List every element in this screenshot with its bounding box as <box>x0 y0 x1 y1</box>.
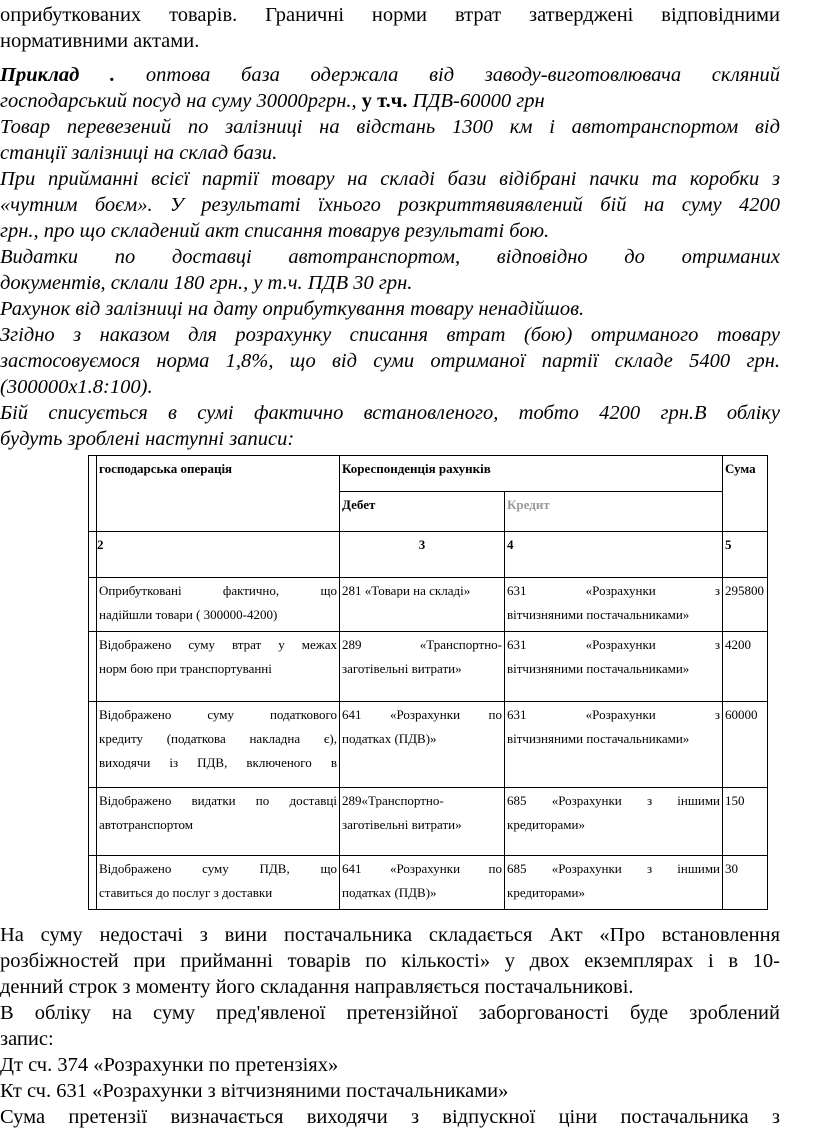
table-row <box>89 578 768 632</box>
text-span-bold: у т.ч. <box>361 90 408 112</box>
table-row <box>89 632 768 702</box>
cell-line: вітчизняними постачальниками» <box>507 661 690 676</box>
text-line: розбіжностей при прийманні товарів по кількості» у двох екземплярах і в 10- <box>0 950 780 972</box>
intro-paragraph <box>0 2 780 54</box>
cell-line: податках (ПДВ)» <box>342 731 437 746</box>
cell-line: ставиться до послуг з доставки <box>99 885 273 900</box>
operation-cell <box>97 578 340 632</box>
header-sum: Сума <box>723 456 768 532</box>
text-line: На суму недостачі з вини постачальника складається Акт «Про встановлення <box>0 924 780 946</box>
text-line: документів, склали 180 грн., у т.ч. ПДВ 30 грн. <box>0 272 413 294</box>
column-number-2: 2 <box>97 532 340 578</box>
cell-line: 631 «Розрахунки з <box>507 637 721 652</box>
column-number-3: 3 <box>340 532 505 578</box>
closing-paragraph <box>0 922 780 1130</box>
text-line: оприбуткованих товарів. Граничні норми втрат затверджені відповідними <box>0 4 780 26</box>
operation-cell <box>97 632 340 702</box>
cell-line: вітчизняними постачальниками» <box>507 731 690 746</box>
text-span: оптова база одержала від заводу-виготовлювача скляний <box>145 64 780 86</box>
cell-line: кредиту (податкова накладна є), <box>99 731 337 746</box>
text-line: (300000х1.8:100). <box>0 376 153 398</box>
operation-cell <box>97 788 340 856</box>
cell-line: Оприбутковані фактично, що <box>99 583 337 598</box>
text-line: Згідно з наказом для розрахунку списання втрат (бою) отриманого товару <box>0 324 780 346</box>
sum-cell: 4200 <box>723 632 768 702</box>
credit-cell <box>505 578 723 632</box>
cell-line: Відображено суму ПДВ, що <box>99 861 337 876</box>
spacer-cell <box>89 788 97 856</box>
text-line: денний строк з моменту його складання направляється постачальникові. <box>0 976 634 998</box>
sum-cell: 295800 <box>723 578 768 632</box>
spacer-cell <box>89 702 97 788</box>
header-credit: Кредит <box>505 492 723 532</box>
column-number-5: 5 <box>723 532 768 578</box>
cell-line: автотранспортом <box>99 817 194 832</box>
debit-cell <box>340 788 505 856</box>
header-correspondence: Кореспонденція рахунків <box>340 456 723 492</box>
cell-line: 289 «Транспортно- <box>342 637 502 652</box>
cell-line: заготівельні витрати» <box>342 661 462 676</box>
debit-cell <box>340 856 505 910</box>
table-row <box>89 702 768 788</box>
cell-line: 685 «Розрахунки з іншими <box>507 793 721 808</box>
text-line: Бій списується в сумі фактично встановленого, тобто 4200 грн.В обліку <box>0 402 780 424</box>
debit-cell <box>340 702 505 788</box>
text-line: Кт сч. 631 «Розрахунки з вітчизняними постачальниками» <box>0 1080 509 1102</box>
cell-line: 289«Транспортно- <box>342 793 444 808</box>
cell-line: кредиторами» <box>507 817 585 832</box>
spacer-cell <box>89 456 97 532</box>
example-line-2 <box>0 88 780 114</box>
text-line: Дт сч. 374 «Розрахунки по претензіях» <box>0 1054 339 1076</box>
credit-cell <box>505 788 723 856</box>
text-line: застосовуємося норма 1,8%, що від суми отриманої партії складе 5400 грн. <box>0 350 780 372</box>
text-line: Видатки по доставці автотранспортом, відповідно до отриманих <box>0 246 780 268</box>
debit-cell <box>340 632 505 702</box>
cell-line: надійшли товари ( 300000-4200) <box>99 607 278 622</box>
cell-line: 631 «Розрахунки з <box>507 583 721 598</box>
text-span: господарський посуд на суму 30000ргрн., <box>0 90 357 112</box>
spacer-cell <box>89 856 97 910</box>
table-header-row <box>89 456 768 492</box>
example-line-1 <box>0 62 780 88</box>
credit-cell <box>505 856 723 910</box>
header-debit: Дебет <box>340 492 505 532</box>
cell-line: 641 «Розрахунки по <box>342 861 502 876</box>
cell-line: Відображено суму податкового <box>99 707 337 722</box>
cell-line: вітчизняними постачальниками» <box>507 607 690 622</box>
text-line: «чутним боєм». У результаті їхнього розкриттявиявлений бій на суму 4200 <box>0 194 780 216</box>
text-line: Сума претензії визначається виходячи з відпускної ціни постачальника з <box>0 1106 780 1128</box>
operation-cell <box>97 702 340 788</box>
cell-line: 685 «Розрахунки з іншими <box>507 861 721 876</box>
sum-cell: 60000 <box>723 702 768 788</box>
text-line: В обліку на суму пред'явленої претензійної заборгованості буде зроблений <box>0 1002 780 1024</box>
table-number-row <box>89 532 768 578</box>
header-operation: господарська операція <box>97 456 340 532</box>
cell-line: виходячи із ПДВ, включеного в <box>99 755 337 770</box>
text-span: ПДВ-60000 грн <box>412 90 545 112</box>
text-line: Товар перевезений по залізниці на відстань 1300 км і автотранспортом від <box>0 116 780 138</box>
text-line: запис: <box>0 1028 54 1050</box>
spacer-cell <box>89 578 97 632</box>
sum-cell: 150 <box>723 788 768 856</box>
cell-line: норм бою при транспортуванні <box>99 661 272 676</box>
journal-entries-table <box>88 455 768 910</box>
text-line: Рахунок від залізниці на дату оприбуткування товару ненадійшов. <box>0 298 585 320</box>
cell-line: кредиторами» <box>507 885 585 900</box>
credit-cell <box>505 702 723 788</box>
credit-cell <box>505 632 723 702</box>
cell-line: Відображено видатки по доставці <box>99 793 337 808</box>
cell-line: податках (ПДВ)» <box>342 885 437 900</box>
operation-cell <box>97 856 340 910</box>
table-row <box>89 788 768 856</box>
text-line: станції залізниці на склад бази. <box>0 142 278 164</box>
cell-line: Відображено суму втрат у межах <box>99 637 337 652</box>
text-line: нормативними актами. <box>0 30 200 52</box>
text-line: При прийманні всієї партії товару на складі бази відібрані пачки та коробки з <box>0 168 780 190</box>
cell-line: 641 «Розрахунки по <box>342 707 502 722</box>
cell-line: 631 «Розрахунки з <box>507 707 721 722</box>
spacer-cell <box>89 632 97 702</box>
cell-line: заготівельні витрати» <box>342 817 462 832</box>
example-label: Приклад . <box>0 64 116 86</box>
sum-cell: 30 <box>723 856 768 910</box>
example-paragraph <box>0 62 780 452</box>
column-number-4: 4 <box>505 532 723 578</box>
spacer-cell <box>89 532 97 578</box>
debit-cell <box>340 578 505 632</box>
text-line: будуть зроблені наступні записи: <box>0 428 295 450</box>
text-line: грн., про що складений акт списання товарув результаті бою. <box>0 220 550 242</box>
cell-line: 281 «Товари на складі» <box>342 583 471 598</box>
table-row <box>89 856 768 910</box>
